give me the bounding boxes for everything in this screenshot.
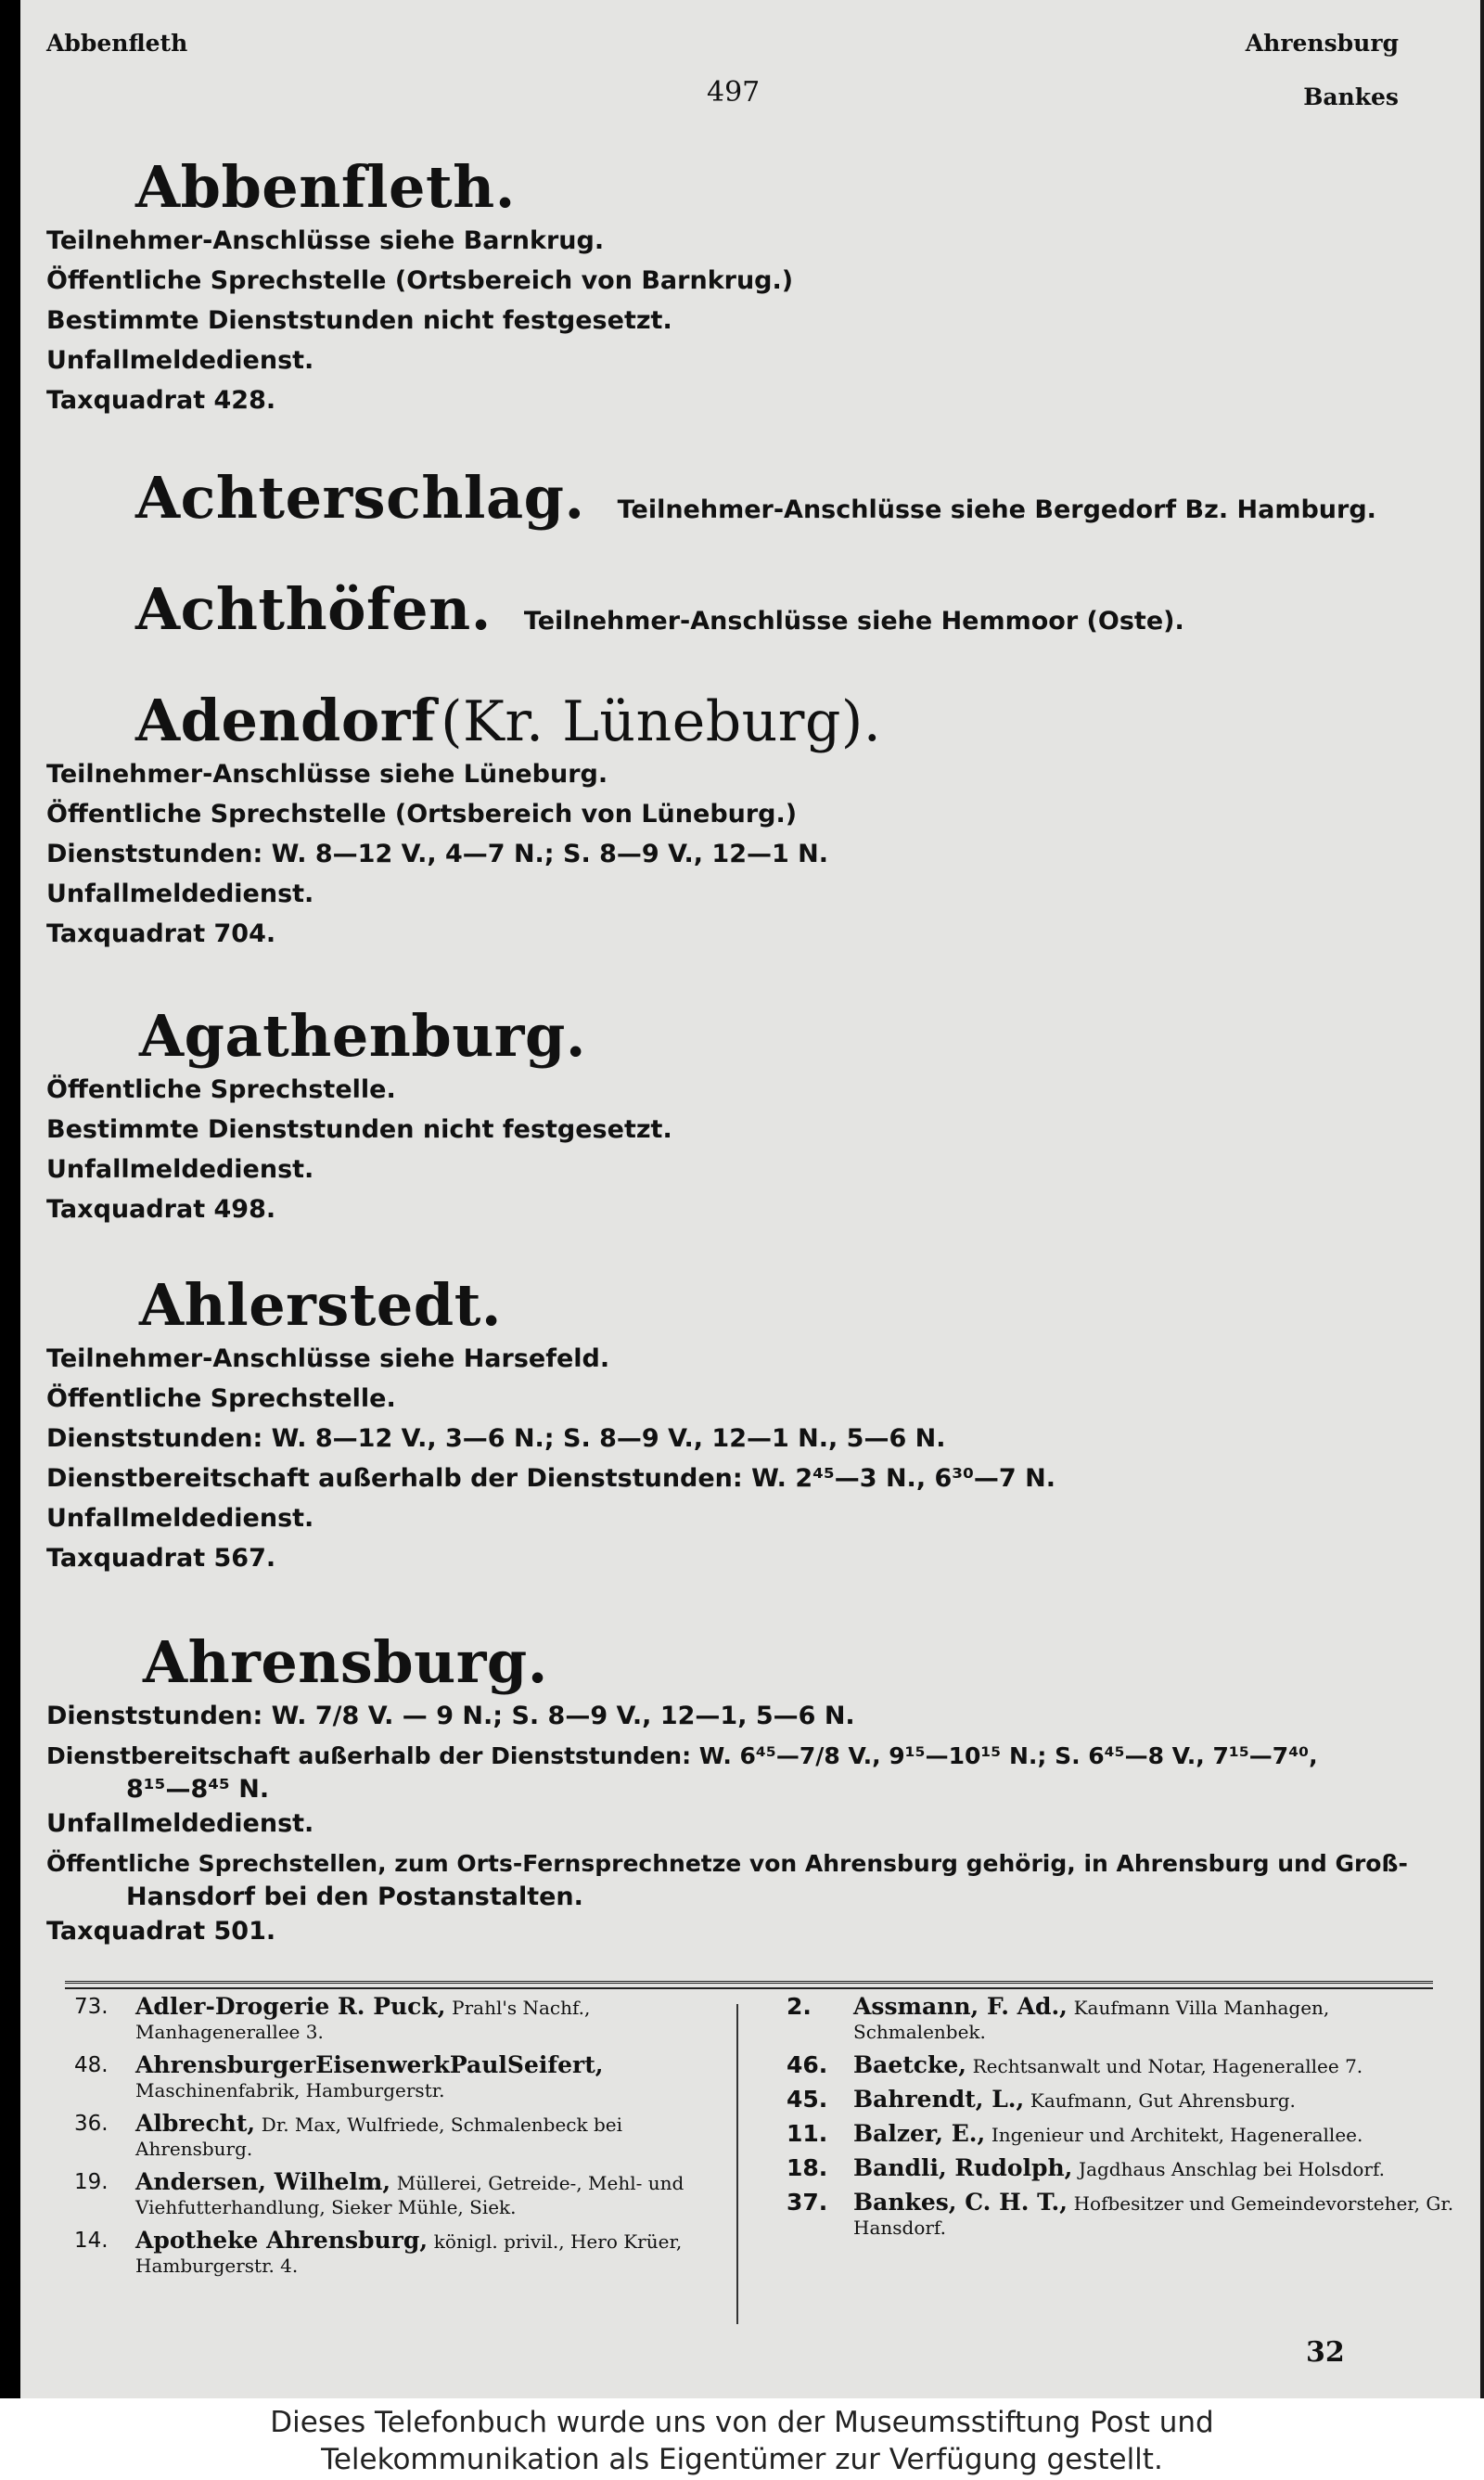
entry-line: Dienststunden: W. 7/8 V. — 9 N.; S. 8—9 V., 12—1, 5—6 N. <box>46 1702 855 1730</box>
entry-abbenfleth <box>46 153 793 420</box>
entry-line: Bestimmte Dienststunden nicht festgesetzt. <box>46 1115 672 1144</box>
entry-subtitle: (Kr. Lüneburg). <box>441 689 882 754</box>
listing-number: 36. <box>74 2112 109 2136</box>
entry-agathenburg <box>46 1002 672 1229</box>
listing-item <box>74 2170 742 2219</box>
page-number: 497 <box>707 76 761 109</box>
entry-title: Achthöfen. <box>135 575 492 643</box>
listing-name: Bandli, Rudolph, <box>853 2154 1073 2181</box>
listing-number: 46. <box>787 2051 828 2078</box>
listing-name: Bahrendt, L., <box>853 2086 1025 2113</box>
listing-number: 2. <box>787 1993 812 2020</box>
listing-name: AhrensburgerEisenwerkPaulSeifert, <box>135 2051 604 2078</box>
listing-name: Albrecht, <box>135 2110 256 2137</box>
entry-line: Öffentliche Sprechstelle (Ortsbereich von Barnkrug.) <box>46 266 794 295</box>
listing-description: Müllerei, Getreide-, Mehl- und Viehfutterhandlung, Sieker Mühle, Siek. <box>135 2172 684 2218</box>
listing-item <box>74 1995 742 2044</box>
entry-ahrensburg <box>46 1628 1408 1951</box>
entry-title: Adendorf <box>135 687 437 754</box>
entry-line: Teilnehmer-Anschlüsse siehe Harsefeld. <box>46 1344 610 1373</box>
entry-title: Abbenfleth. <box>135 153 516 221</box>
listing-item <box>787 2122 1454 2147</box>
entry-title: Achterschlag. <box>135 464 585 532</box>
entry-line: Teilnehmer-Anschlüsse siehe Barnkrug. <box>46 226 605 255</box>
listing-item <box>74 2053 742 2102</box>
listing-name: Baetcke, <box>853 2051 966 2078</box>
entry-line: Bestimmte Dienststunden nicht festgesetzt. <box>46 306 672 335</box>
listing-description: königl. privil., Hero Krüer, Hamburgerstr. 4. <box>135 2230 683 2277</box>
entry-inline-text: Teilnehmer-Anschlüsse siehe Hemmoor (Oste). <box>523 607 1184 636</box>
listings-column-left <box>74 1995 742 2287</box>
entry-title: Ahlerstedt. <box>139 1271 502 1339</box>
listing-name: Apotheke Ahrensburg, <box>135 2227 429 2254</box>
listing-number: 14. <box>74 2229 109 2253</box>
listing-item <box>787 2088 1454 2113</box>
listing-item <box>787 1995 1454 2044</box>
entry-line: 8¹⁵—8⁴⁵ N. <box>126 1775 270 1804</box>
listing-number: 11. <box>787 2120 828 2147</box>
listing-number: 45. <box>787 2086 828 2113</box>
listing-number: 73. <box>74 1995 109 2019</box>
listing-description: Maschinenfabrik, Hamburgerstr. <box>135 2079 445 2101</box>
listing-item <box>787 2156 1454 2181</box>
listing-name: Bankes, C. H. T., <box>853 2189 1068 2216</box>
source-credit <box>0 2398 1484 2480</box>
entry-achterschlag <box>135 464 1376 532</box>
entry-line: Hansdorf bei den Postanstalten. <box>126 1882 583 1911</box>
credit-line: Telekommunikation als Eigentümer zur Verfügung gestellt. <box>321 2443 1163 2476</box>
entry-line: Dienststunden: W. 8—12 V., 4—7 N.; S. 8—9 V., 12—1 N. <box>46 840 829 868</box>
entry-title: Ahrensburg. <box>143 1628 548 1696</box>
listing-number: 37. <box>787 2189 828 2216</box>
listing-item <box>787 2053 1454 2078</box>
entry-line: Taxquadrat 501. <box>46 1917 276 1946</box>
listing-description: Prahl's Nachf., Manhagenerallee 3. <box>135 1997 591 2043</box>
entry-line: Öffentliche Sprechstelle. <box>46 1075 396 1104</box>
listing-description: Ingenieur und Architekt, Hagenerallee. <box>991 2124 1363 2146</box>
listing-description: Kaufmann Villa Manhagen, Schmalenbek. <box>853 1997 1330 2043</box>
entry-title: Agathenburg. <box>139 1002 586 1070</box>
listing-name: Adler-Drogerie R. Puck, <box>135 1993 446 2020</box>
entry-line: Unfallmeldedienst. <box>46 1504 314 1533</box>
listing-item <box>74 2229 742 2278</box>
entry-line: Taxquadrat 428. <box>46 386 276 415</box>
entry-line: Öffentliche Sprechstelle. <box>46 1384 396 1413</box>
listing-description: Dr. Max, Wulfriede, Schmalenbeck bei Ahrensburg. <box>135 2114 623 2160</box>
entry-line: Öffentliche Sprechstelle (Ortsbereich von Lüneburg.) <box>46 800 798 829</box>
subscriber-listings <box>65 1993 1454 2329</box>
entry-line: Dienststunden: W. 8—12 V., 3—6 N.; S. 8—9 V., 12—1 N., 5—6 N. <box>46 1424 946 1453</box>
listing-name: Assmann, F. Ad., <box>853 1993 1068 2020</box>
listing-number: 18. <box>787 2154 828 2181</box>
listing-description: Jagdhaus Anschlag bei Holsdorf. <box>1079 2158 1386 2180</box>
entry-achthoefen <box>135 575 1184 643</box>
page-footer-number: 32 <box>1306 2336 1345 2369</box>
entry-line: Dienstbereitschaft außerhalb der Dienststunden: W. 2⁴⁵—3 N., 6³⁰—7 N. <box>46 1464 1055 1493</box>
listing-description: Kaufmann, Gut Ahrensburg. <box>1030 2089 1296 2112</box>
credit-line: Dieses Telefonbuch wurde uns von der Museumsstiftung Post und <box>270 2406 1214 2439</box>
listing-item <box>787 2191 1454 2240</box>
running-header-right-sub: Bankes <box>1303 84 1399 110</box>
running-header-right: Ahrensburg <box>1245 30 1399 57</box>
entry-line: Unfallmeldedienst. <box>46 1809 314 1838</box>
entry-line: Unfallmeldedienst. <box>46 880 314 908</box>
listing-item <box>74 2112 742 2161</box>
listing-number: 19. <box>74 2170 109 2194</box>
entry-ahlerstedt <box>46 1271 1055 1578</box>
entry-adendorf <box>46 687 881 954</box>
listing-name: Balzer, E., <box>853 2120 986 2147</box>
entry-line: Öffentliche Sprechstellen, zum Orts-Fernsprechnetze von Ahrensburg gehörig, in Ahrensburg und Groß- <box>46 1850 1408 1877</box>
listing-description: Rechtsanwalt und Notar, Hagenerallee 7. <box>972 2055 1363 2077</box>
listing-name: Andersen, Wilhelm, <box>135 2168 391 2195</box>
entry-line: Unfallmeldedienst. <box>46 346 314 375</box>
entry-line: Taxquadrat 704. <box>46 919 276 948</box>
running-header-left: Abbenfleth <box>46 30 188 57</box>
listing-description: Hofbesitzer und Gemeindevorsteher, Gr. Hansdorf. <box>853 2192 1454 2239</box>
listings-column-right <box>787 1995 1454 2249</box>
entry-line: Taxquadrat 498. <box>46 1195 276 1224</box>
entry-line: Taxquadrat 567. <box>46 1544 276 1573</box>
section-divider <box>65 1981 1433 1989</box>
listing-number: 48. <box>74 2053 109 2077</box>
entry-inline-text: Teilnehmer-Anschlüsse siehe Bergedorf Bz. Hamburg. <box>617 495 1376 524</box>
entry-line: Unfallmeldedienst. <box>46 1155 314 1184</box>
entry-line: Teilnehmer-Anschlüsse siehe Lüneburg. <box>46 760 608 789</box>
entry-line: Dienstbereitschaft außerhalb der Dienststunden: W. 6⁴⁵—7/8 V., 9¹⁵—10¹⁵ N.; S. 6⁴⁵—8 V., 7¹⁵—7⁴⁰, <box>46 1742 1318 1769</box>
